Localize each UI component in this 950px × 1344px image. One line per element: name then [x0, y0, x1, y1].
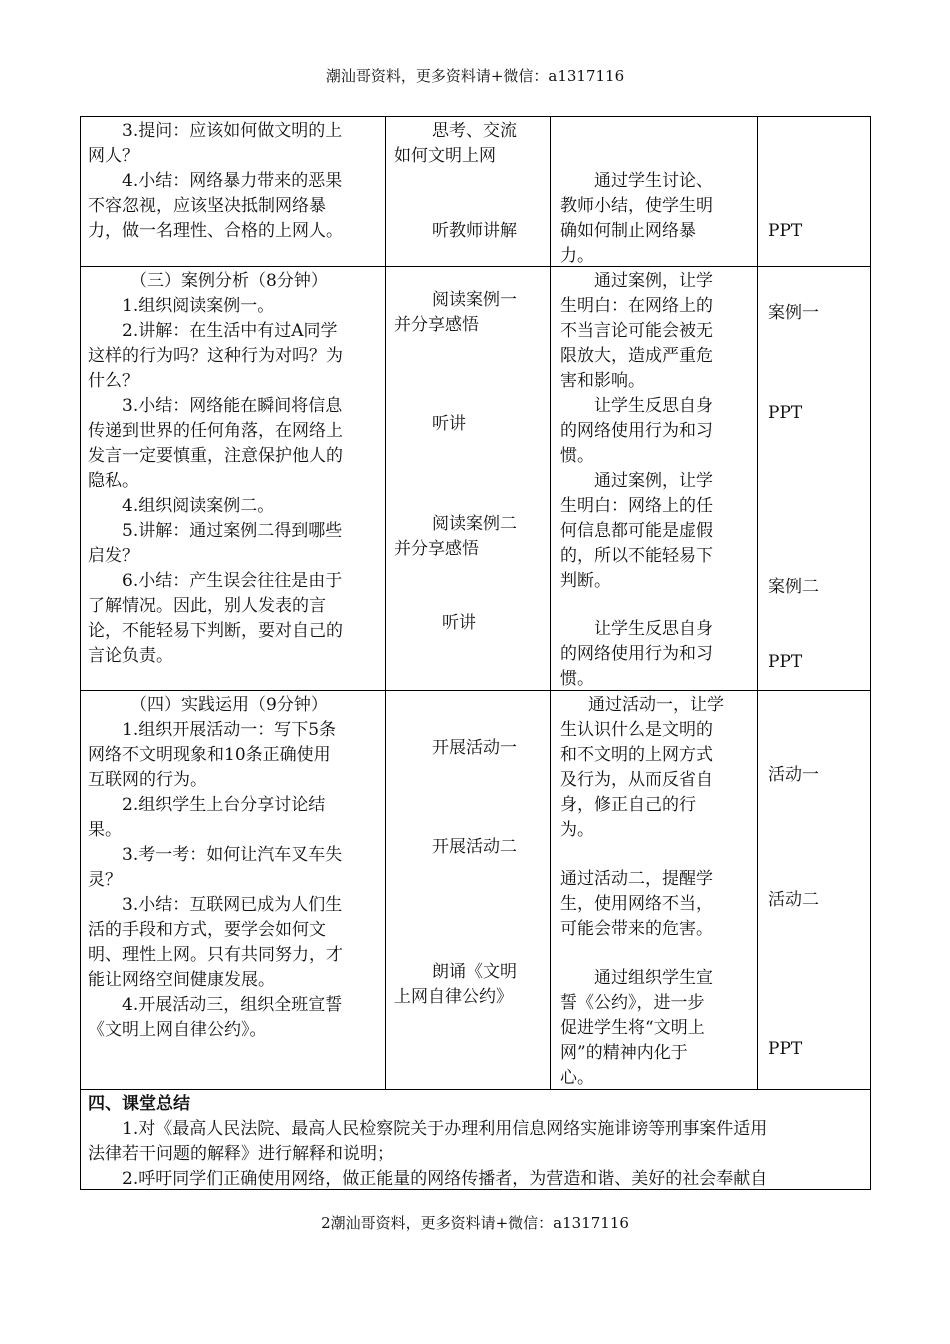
text-line: 生，使用网络不当，: [560, 894, 713, 914]
text-line: 通过案例，让学: [594, 271, 713, 291]
text-line: 惯。: [560, 446, 594, 466]
row3-resource-act1: 活动一: [768, 765, 819, 785]
row3-design-intent: [560, 693, 748, 843]
row3-activity1: [394, 736, 546, 761]
text-line: 网络不文明现象和10条正确使用: [88, 745, 331, 765]
text-line: 限放大，造成严重危: [560, 346, 713, 366]
summary-title: 四、课堂总结: [88, 1094, 190, 1114]
text-line: 通过活动二，提醒学: [560, 869, 713, 889]
text-line: 害和影响。: [560, 371, 645, 391]
text-line: 1.组织阅读案例一。: [122, 296, 275, 316]
text-line: 并分享感悟: [394, 539, 479, 559]
text-line: 誓《公约》，进一步: [560, 993, 705, 1013]
text-line: 了解情况。因此，别人发表的言: [88, 596, 326, 616]
text-line: 让学生反思自身: [594, 396, 713, 416]
text-line: 的网络使用行为和习: [560, 421, 713, 441]
text-line: 通过案例，让学: [594, 471, 713, 491]
text-line: 如何文明上网: [394, 146, 496, 166]
section-heading: （三）案例分析（8分钟）: [130, 271, 328, 291]
text-line: 判断。: [560, 571, 611, 591]
text-line: 4.开展活动三，组织全班宣誓: [122, 995, 343, 1015]
row3-recite: [394, 960, 546, 1010]
text-line: 活的手段和方式，要学会如何文: [88, 920, 326, 940]
row2-listen2: [394, 611, 546, 636]
page-footer: 2潮汕哥资料，更多资料请+微信：a1317116: [321, 1214, 629, 1232]
text-line: 发言一定要慎重，注意保护他人的: [88, 446, 343, 466]
text-line: 朗诵《文明: [432, 962, 517, 982]
text-line: 的网络使用行为和习: [560, 644, 713, 664]
text-line: 不容忽视，应该坚决抵制网络暴: [88, 196, 326, 216]
text-line: 果。: [88, 820, 122, 840]
text-line: 思考、交流: [432, 121, 517, 141]
text-line: 2.讲解：在生活中有过A同学: [122, 321, 338, 341]
text-line: 能让网络空间健康发展。: [88, 970, 275, 990]
text-line: 5.讲解：通过案例二得到哪些: [122, 521, 343, 541]
section-heading: （四）实践运用（9分钟）: [130, 695, 328, 715]
text-line: 《文明上网自律公约》。: [88, 1020, 267, 1040]
text-line: 促进学生将“文明上: [560, 1018, 705, 1038]
row1-student-activity: [394, 119, 546, 169]
row2-resource-case2: 案例二: [768, 577, 819, 597]
text-line: 听讲: [432, 414, 466, 434]
text-line: 2.呼吁同学们正确使用网络，做正能量的网络传播者，为营造和谐、美好的社会奉献自: [122, 1169, 768, 1189]
text-line: 教师小结，使学生明: [560, 196, 713, 216]
text-line: 3.提问：应该如何做文明的上: [122, 121, 343, 141]
row3-resource-act2: 活动二: [768, 890, 819, 910]
text-line: 何信息都可能是虚假: [560, 521, 713, 541]
text-line: 并分享感悟: [394, 315, 479, 335]
text-line: 1.组织开展活动一：写下5条: [122, 720, 337, 740]
text-line: 通过活动一，让学: [588, 695, 724, 715]
text-line: 4.组织阅读案例二。: [122, 496, 275, 516]
row3-resource-ppt: PPT: [768, 1039, 803, 1059]
text-line: 灵？: [88, 870, 122, 890]
text-line: 言论负责。: [88, 646, 173, 666]
text-line: 生认识什么是文明的: [560, 720, 713, 740]
row2-read-case1: [394, 288, 546, 338]
text-line: 网”的精神内化于: [560, 1043, 688, 1063]
text-line: 惯。: [560, 669, 594, 689]
text-line: 开展活动二: [432, 837, 517, 857]
text-line: 阅读案例二: [432, 514, 517, 534]
text-line: 及行为，从而反省自: [560, 770, 713, 790]
text-line: 生明白：在网络上的: [560, 296, 713, 316]
page-header: 潮汕哥资料，更多资料请+微信：a1317116: [325, 67, 625, 85]
text-line: 听讲: [442, 613, 476, 633]
row2-resource-ppt2: PPT: [768, 652, 803, 672]
text-line: 这样的行为吗？这种行为对吗？为: [88, 346, 343, 366]
row2-procedure: [88, 269, 382, 669]
text-line: 可能会带来的危害。: [560, 919, 713, 939]
text-line: 为。: [560, 820, 594, 840]
text-line: 生明白：网络上的任: [560, 496, 713, 516]
text-line: 明、理性上网。只有共同努力，才: [88, 945, 343, 965]
row1-student-listen: [394, 219, 546, 244]
text-line: 力。: [560, 246, 594, 266]
text-line: 3.考一考：如何让汽车叉车失: [122, 845, 343, 865]
text-line: 和不文明的上网方式: [560, 745, 713, 765]
text-line: 什么？: [88, 371, 139, 391]
text-line: 力，做一名理性、合格的上网人。: [88, 221, 343, 241]
text-line: 让学生反思自身: [594, 619, 713, 639]
text-line: 4.小结：网络暴力带来的恶果: [122, 171, 343, 191]
text-line: 隐私。: [88, 471, 139, 491]
class-summary: [88, 1092, 863, 1192]
row2-listen1: [394, 412, 546, 437]
text-line: 启发？: [88, 546, 139, 566]
text-line: 确如何制止网络暴: [560, 221, 696, 241]
text-line: 2.组织学生上台分享讨论结: [122, 795, 326, 815]
text-line: 不当言论可能会被无: [560, 321, 713, 341]
row2-resource-case1: 案例一: [768, 303, 819, 323]
text-line: 身，修正自己的行: [560, 795, 696, 815]
text-line: 3.小结：互联网已成为人们生: [122, 895, 343, 915]
row1-design-intent: [560, 169, 748, 269]
text-line: 上网自律公约》: [394, 987, 513, 1007]
row3-procedure: [88, 693, 382, 1043]
text-line: 法律若干问题的解释》进行解释和说明；: [88, 1144, 394, 1164]
row2-design-intent: [560, 269, 748, 594]
text-line: 3.小结：网络能在瞬间将信息: [122, 396, 343, 416]
row1-resource: PPT: [768, 221, 803, 241]
text-line: 通过学生讨论、: [594, 171, 713, 191]
text-line: 6.小结：产生误会往往是由于: [122, 571, 343, 591]
text-line: 传递到世界的任何角落，在网络上: [88, 421, 343, 441]
text-line: 的，所以不能轻易下: [560, 546, 713, 566]
text-line: 1.对《最高人民法院、最高人民检察院关于办理利用信息网络实施诽谤等刑事案件适用: [122, 1119, 768, 1139]
row3-design-intent-2: [560, 867, 748, 942]
text-line: 互联网的行为。: [88, 770, 207, 790]
row2-read-case2: [394, 512, 546, 562]
text-line: 开展活动一: [432, 738, 517, 758]
row2-design-intent-2: [560, 617, 748, 692]
row3-design-intent-3: [560, 966, 748, 1091]
text-line: 听教师讲解: [432, 221, 517, 241]
text-line: 阅读案例一: [432, 290, 517, 310]
row2-resource-ppt1: PPT: [768, 403, 803, 423]
row3-activity2: [394, 835, 546, 860]
text-line: 论，不能轻易下判断，要对自己的: [88, 621, 343, 641]
row1-procedure: [88, 119, 382, 244]
text-line: 网人？: [88, 146, 139, 166]
text-line: 通过组织学生宣: [594, 968, 713, 988]
text-line: 心。: [560, 1068, 594, 1088]
